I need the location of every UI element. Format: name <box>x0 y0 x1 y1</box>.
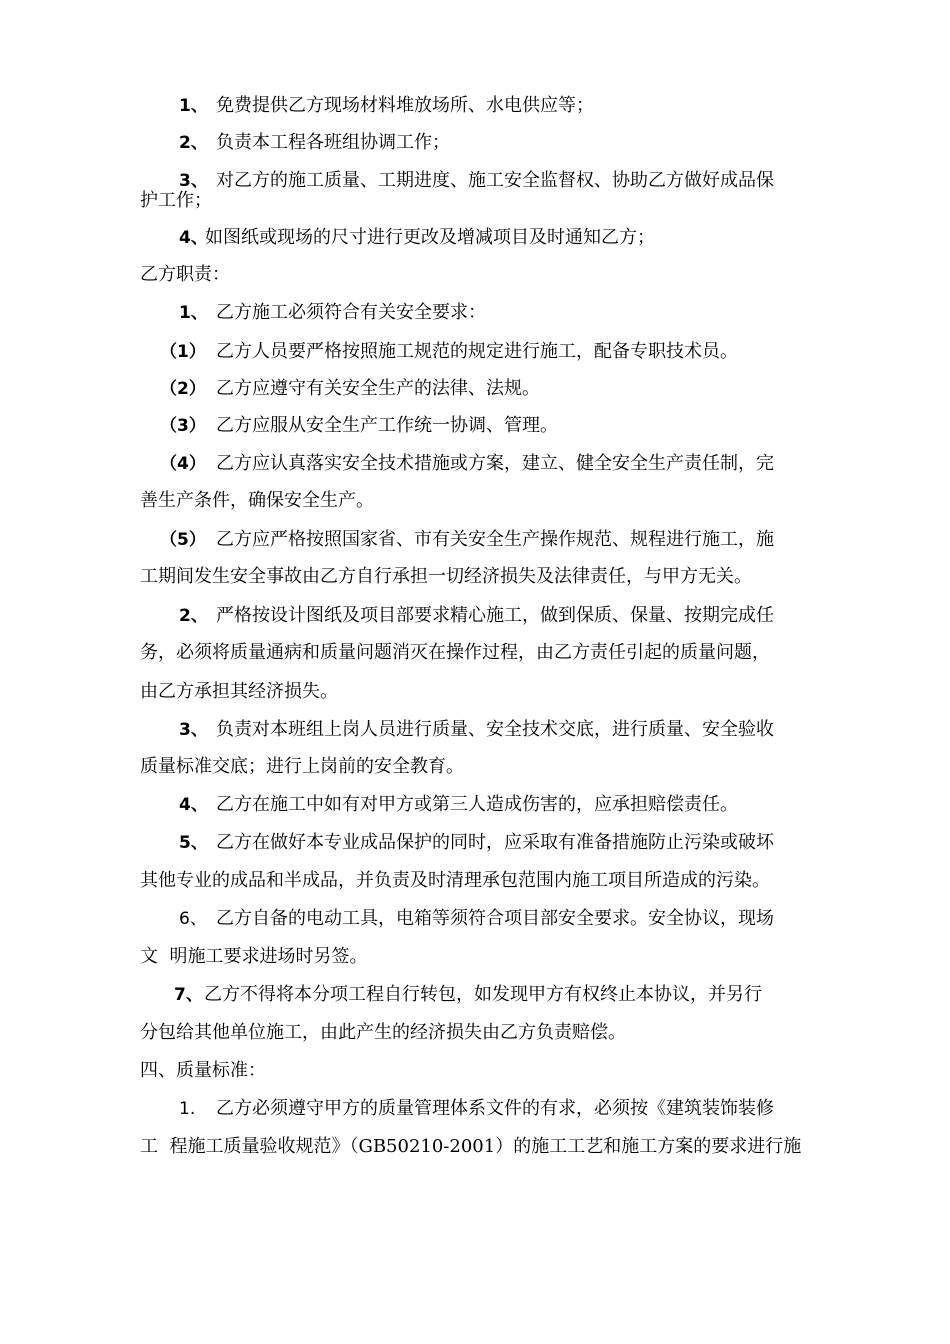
line-text: 善生产条件，确保安全生产。 <box>140 490 374 511</box>
item-number: 1. <box>179 1099 196 1119</box>
line-text: 由乙方承担其经济损失。 <box>140 681 338 702</box>
line-text: 护工作； <box>140 190 212 211</box>
line-text: 乙方施工必须符合有关安全要求： <box>216 302 486 323</box>
heading-text: 四、质量标准： <box>140 1060 266 1081</box>
line-text: 务，必须将质量通病和质量问题消灭在操作过程，由乙方责任引起的质量问题， <box>140 642 770 663</box>
line-text: 工 程施工质量验收规范》（GB50210-2001）的施工工艺和施工方案的要求进行施 <box>140 1136 802 1157</box>
item-number: 3、 <box>179 720 208 740</box>
line-text: 负责对本班组上岗人员进行质量、安全技术交底，进行质量、安全验收 <box>216 719 774 740</box>
line-text: 分包给其他单位施工，由此产生的经济损失由乙方负责赔偿。 <box>140 1022 626 1043</box>
item-number: 7、 <box>174 985 203 1005</box>
line-text: 乙方人员要严格按照施工规范的规定进行施工，配备专职技术员。 <box>216 341 738 362</box>
line-text: 乙方必须遵守甲方的质量管理体系文件的有求，必须按《建筑装饰装修 <box>216 1098 774 1119</box>
line-text: 免费提供乙方现场材料堆放场所、水电供应等； <box>216 95 594 116</box>
item-number: （2） <box>160 379 206 399</box>
item-number: （1） <box>160 342 206 362</box>
item-number: 2、 <box>179 606 208 626</box>
item-number: （3） <box>160 416 206 436</box>
item-number: 1、 <box>179 303 208 323</box>
line-text: 工期间发生安全事故由乙方自行承担一切经济损失及法律责任，与甲方无关。 <box>140 566 752 587</box>
line-text: 负责本工程各班组协调工作； <box>216 132 450 153</box>
item-number: 4、 <box>179 228 208 248</box>
item-number: 3、 <box>179 171 208 191</box>
line-text: 质量标准交底；进行上岗前的安全教育。 <box>140 756 464 777</box>
line-text: 乙方应严格按照国家省、市有关安全生产操作规范、规程进行施工，施 <box>216 529 774 550</box>
item-number: 2、 <box>179 133 208 153</box>
line-text: 乙方自备的电动工具，电箱等须符合项目部安全要求。安全协议，现场 <box>216 908 774 929</box>
heading-text: 乙方职责： <box>140 264 230 285</box>
line-text: 乙方应认真落实安全技术措施或方案，建立、健全安全生产责任制，完 <box>216 453 774 474</box>
continuation-line <box>0 1134 950 1212</box>
item-number: 6、 <box>179 909 207 929</box>
line-text: 其他专业的成品和半成品，并负责及时清理承包范围内施工项目所造成的污染。 <box>140 870 770 891</box>
item-number: 4、 <box>179 795 208 815</box>
line-text: 乙方应服从安全生产工作统一协调、管理。 <box>216 415 558 436</box>
item-number: （4） <box>160 454 206 474</box>
line-text: 如图纸或现场的尺寸进行更改及增减项目及时通知乙方； <box>205 227 655 248</box>
line-text: 乙方在施工中如有对甲方或第三人造成伤害的，应承担赔偿责任。 <box>216 794 738 815</box>
line-text: 乙方在做好本专业成品保护的同时，应采取有准备措施防止污染或破坏 <box>216 832 774 853</box>
item-number: 1、 <box>179 96 208 116</box>
line-text: 乙方应遵守有关安全生产的法律、法规。 <box>216 378 540 399</box>
line-text: 乙方不得将本分项工程自行转包，如发现甲方有权终止本协议，并另行 <box>204 984 762 1005</box>
line-text: 文 明施工要求进场时另签。 <box>140 946 368 967</box>
line-text: 严格按设计图纸及项目部要求精心施工，做到保质、保量、按期完成任 <box>216 605 774 626</box>
item-number: （5） <box>160 530 206 550</box>
item-number: 5、 <box>179 833 208 853</box>
line-text: 对乙方的施工质量、工期进度、施工安全监督权、协助乙方做好成品保 <box>216 170 774 191</box>
